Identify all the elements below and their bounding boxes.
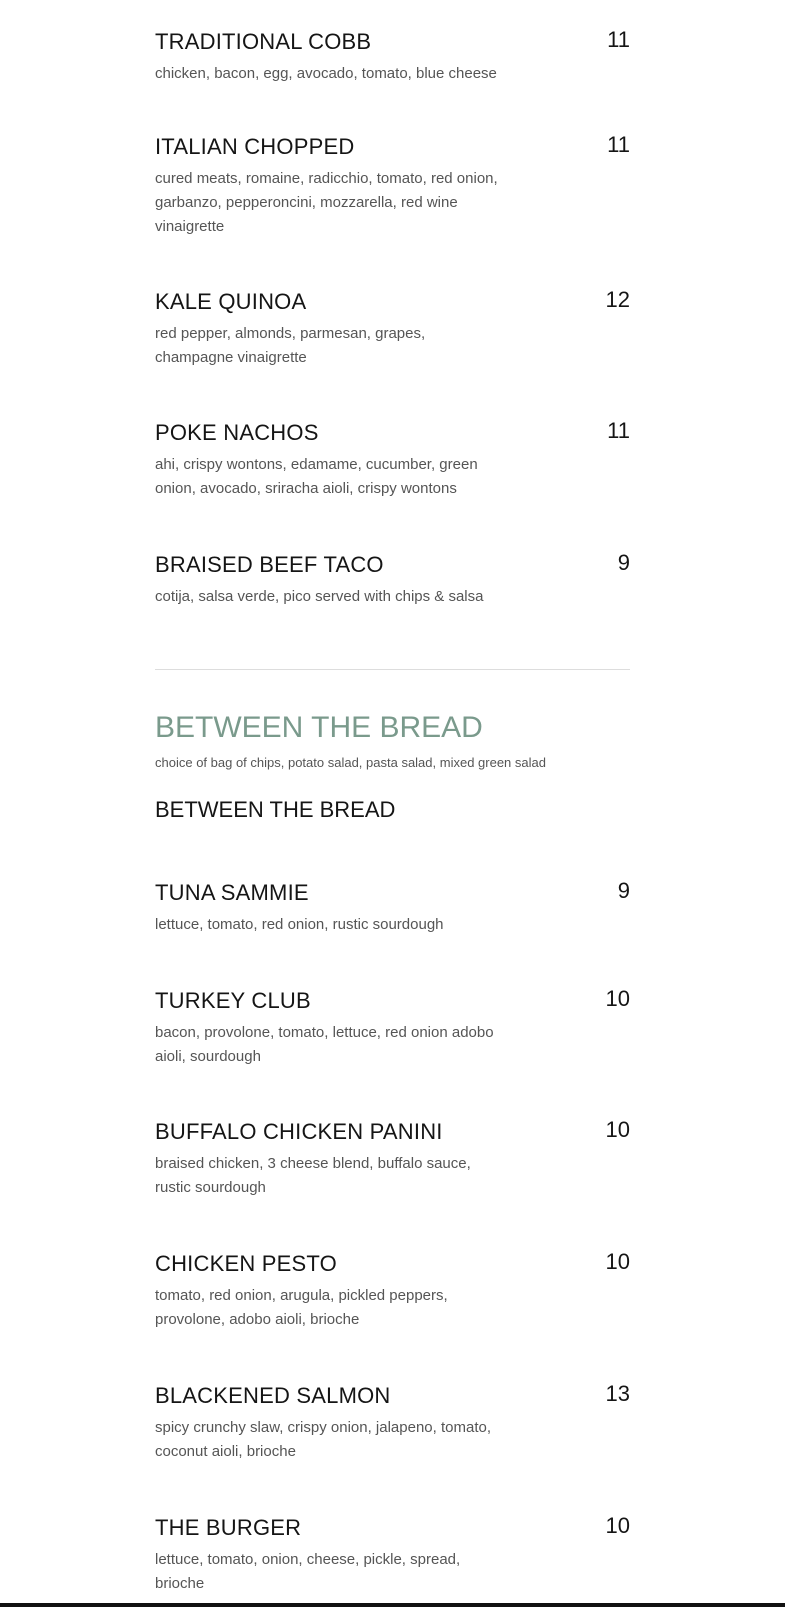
menu-item-description: ahi, crispy wontons, edamame, cucumber, green onion, avocado, sriracha aioli, crispy wontons [155, 456, 478, 497]
bottom-bar [0, 1603, 785, 1607]
section-title: BETWEEN THE BREAD [155, 711, 483, 744]
menu-item-price: 13 [605, 1381, 630, 1406]
menu-item-price: 10 [605, 1117, 630, 1142]
menu-item-name: TUNA SAMMIE [155, 880, 309, 905]
menu-item-description: chicken, bacon, egg, avocado, tomato, blue cheese [155, 65, 497, 82]
sub-heading: BETWEEN THE BREAD [155, 797, 396, 822]
menu-item-name: BLACKENED SALMON [155, 1383, 391, 1408]
menu-item-name: ITALIAN CHOPPED [155, 134, 355, 159]
menu-item-description: lettuce, tomato, red onion, rustic sourdough [155, 916, 444, 933]
menu-item-name: TRADITIONAL COBB [155, 29, 372, 54]
menu-item-name: CHICKEN PESTO [155, 1251, 337, 1276]
menu-item-price: 11 [607, 27, 630, 52]
menu-item-description: bacon, provolone, tomato, lettuce, red onion adobo aioli, sourdough [155, 1024, 494, 1065]
menu-item-name: THE BURGER [155, 1515, 302, 1540]
menu-item-price: 9 [617, 550, 630, 575]
menu-item-description: cotija, salsa verde, pico served with chips & salsa [155, 588, 484, 605]
menu-item-description: lettuce, tomato, onion, cheese, pickle, spread, brioche [155, 1551, 461, 1592]
menu-item-price: 10 [605, 1249, 630, 1274]
section-note: choice of bag of chips, potato salad, pasta salad, mixed green salad [155, 755, 546, 770]
menu-item-description: cured meats, romaine, radicchio, tomato, red onion, garbanzo, pepperoncini, mozzarella, red wine vinaigrette [155, 170, 498, 235]
section-divider [155, 669, 630, 670]
menu-item-description: red pepper, almonds, parmesan, grapes, champagne vinaigrette [155, 325, 426, 366]
menu-item-price: 10 [605, 986, 630, 1011]
menu-item-name: BUFFALO CHICKEN PANINI [155, 1119, 443, 1144]
menu-item-description: tomato, red onion, arugula, pickled peppers, provolone, adobo aioli, brioche [155, 1287, 448, 1328]
menu-item-name: BRAISED BEEF TACO [155, 552, 384, 577]
menu-item-price: 10 [605, 1513, 630, 1538]
menu-item-price: 9 [617, 878, 630, 903]
menu-item-price: 11 [607, 132, 630, 157]
menu-item-description: braised chicken, 3 cheese blend, buffalo sauce, rustic sourdough [155, 1155, 471, 1196]
menu-item-price: 12 [605, 287, 630, 312]
menu-item-name: KALE QUINOA [155, 289, 307, 314]
menu-item-description: spicy crunchy slaw, crispy onion, jalapeno, tomato, coconut aioli, brioche [155, 1419, 491, 1460]
menu-item-name: TURKEY CLUB [155, 988, 311, 1013]
menu-item-price: 11 [607, 418, 630, 443]
menu-item-name: POKE NACHOS [155, 420, 319, 445]
